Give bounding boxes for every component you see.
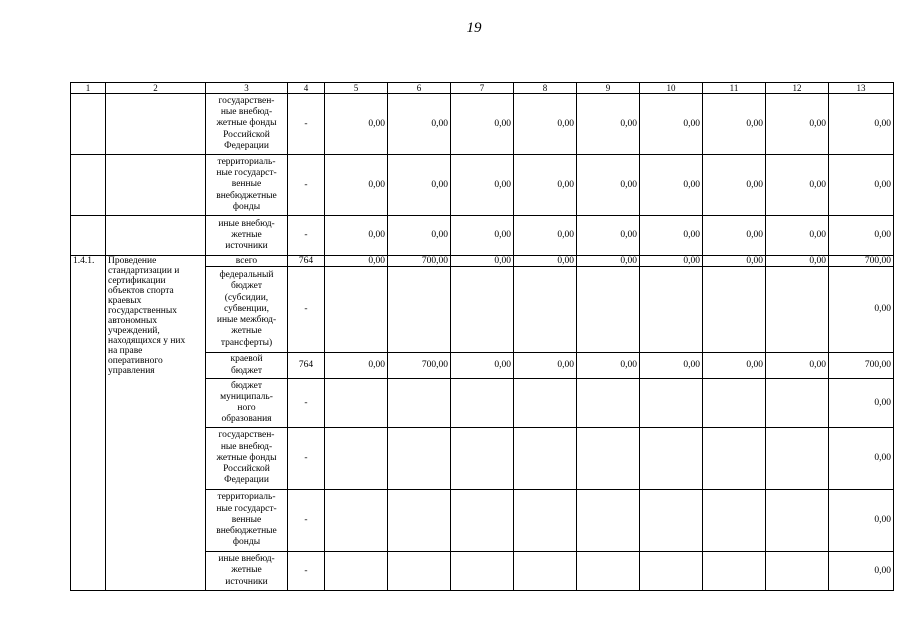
column-header: 4 <box>288 83 325 94</box>
value-cell <box>514 379 577 428</box>
value-cell: 0,00 <box>451 256 514 267</box>
value-cell: 0,00 <box>514 216 577 256</box>
column-header: 10 <box>640 83 703 94</box>
value-cell: 700,00 <box>388 256 451 267</box>
value-cell: 0,00 <box>451 353 514 379</box>
value-cell <box>766 490 829 552</box>
value-cell: 0,00 <box>766 256 829 267</box>
source-cell: федеральный бюджет (субсидии, субвенции, иные межбюд- жетные трансферты) <box>206 267 288 353</box>
value-cell <box>325 552 388 591</box>
value-cell: 0,00 <box>514 256 577 267</box>
value-cell <box>325 267 388 353</box>
value-cell: 0,00 <box>325 216 388 256</box>
value-cell <box>640 552 703 591</box>
value-cell: 0,00 <box>325 353 388 379</box>
source-cell: территориаль- ные государст- венные внебюджетные фонды <box>206 155 288 216</box>
value-cell <box>640 490 703 552</box>
value-cell: 0,00 <box>829 155 894 216</box>
value-cell: 0,00 <box>640 256 703 267</box>
code-value-cell: - <box>288 379 325 428</box>
value-cell <box>703 428 766 490</box>
code-cell <box>71 216 106 256</box>
value-cell <box>325 490 388 552</box>
column-header: 3 <box>206 83 288 94</box>
value-cell: 0,00 <box>325 256 388 267</box>
source-cell: краевой бюджет <box>206 353 288 379</box>
value-cell: 0,00 <box>388 216 451 256</box>
value-cell <box>703 490 766 552</box>
value-cell: 0,00 <box>577 94 640 155</box>
source-cell: иные внебюд- жетные источники <box>206 552 288 591</box>
value-cell <box>577 552 640 591</box>
value-cell <box>640 428 703 490</box>
table-row <box>71 155 894 216</box>
value-cell <box>703 552 766 591</box>
value-cell: 0,00 <box>766 94 829 155</box>
value-cell <box>514 267 577 353</box>
value-cell: 0,00 <box>577 256 640 267</box>
table-row <box>71 216 894 256</box>
value-cell: 0,00 <box>766 216 829 256</box>
value-cell <box>451 490 514 552</box>
budget-table <box>70 82 894 591</box>
total-row <box>71 256 894 267</box>
value-cell: 0,00 <box>514 155 577 216</box>
column-header: 5 <box>325 83 388 94</box>
table-row <box>71 94 894 155</box>
value-cell: 0,00 <box>829 216 894 256</box>
code-value-cell: - <box>288 267 325 353</box>
page-number: 19 <box>466 20 482 36</box>
value-cell: 0,00 <box>703 353 766 379</box>
value-cell <box>451 552 514 591</box>
source-cell: иные внебюд- жетные источники <box>206 216 288 256</box>
value-cell <box>514 428 577 490</box>
column-header: 6 <box>388 83 451 94</box>
value-cell: 0,00 <box>325 155 388 216</box>
value-cell <box>325 428 388 490</box>
column-header: 1 <box>71 83 106 94</box>
code-value-cell: - <box>288 490 325 552</box>
value-cell <box>766 379 829 428</box>
value-cell: 0,00 <box>766 155 829 216</box>
value-cell: 0,00 <box>640 94 703 155</box>
value-cell: 0,00 <box>829 379 894 428</box>
value-cell <box>514 490 577 552</box>
value-cell <box>640 379 703 428</box>
value-cell: 0,00 <box>577 353 640 379</box>
value-cell: 700,00 <box>829 256 894 267</box>
code-value-cell: - <box>288 552 325 591</box>
value-cell: 0,00 <box>829 428 894 490</box>
value-cell <box>766 552 829 591</box>
value-cell: 0,00 <box>829 94 894 155</box>
description-cell <box>106 155 206 216</box>
value-cell: 0,00 <box>703 155 766 216</box>
description-cell <box>106 216 206 256</box>
item-code: 1.4.1. <box>71 256 106 591</box>
value-cell: 0,00 <box>451 216 514 256</box>
value-cell <box>640 267 703 353</box>
item-description: Проведение стандартизации и сертификации объектов спорта краевых государственных автономных учреждений, находящихся у них на праве оперативного управления <box>106 256 206 591</box>
column-header: 7 <box>451 83 514 94</box>
value-cell: 0,00 <box>640 155 703 216</box>
code-cell <box>71 155 106 216</box>
value-cell: 0,00 <box>577 155 640 216</box>
value-cell <box>388 552 451 591</box>
code-value-cell: 764 <box>288 353 325 379</box>
value-cell <box>577 428 640 490</box>
value-cell: 0,00 <box>703 216 766 256</box>
value-cell <box>577 490 640 552</box>
value-cell <box>766 267 829 353</box>
value-cell: 0,00 <box>325 94 388 155</box>
code-value-cell: - <box>288 428 325 490</box>
source-cell: всего <box>206 256 288 267</box>
value-cell: 0,00 <box>451 94 514 155</box>
value-cell <box>451 428 514 490</box>
source-cell: бюджет муниципаль- ного образования <box>206 379 288 428</box>
value-cell: 700,00 <box>829 353 894 379</box>
value-cell: 0,00 <box>829 267 894 353</box>
value-cell <box>388 267 451 353</box>
value-cell <box>388 379 451 428</box>
source-cell: государствен- ные внебюд- жетные фонды Российской Федерации <box>206 428 288 490</box>
code-value-cell: - <box>288 94 325 155</box>
value-cell: 0,00 <box>388 94 451 155</box>
value-cell <box>703 267 766 353</box>
column-header: 2 <box>106 83 206 94</box>
value-cell: 0,00 <box>703 94 766 155</box>
column-header: 9 <box>577 83 640 94</box>
source-cell: территориаль- ные государст- венные внебюджетные фонды <box>206 490 288 552</box>
column-header: 8 <box>514 83 577 94</box>
value-cell: 0,00 <box>703 256 766 267</box>
code-value-cell: - <box>288 216 325 256</box>
value-cell <box>388 428 451 490</box>
value-cell: 0,00 <box>451 155 514 216</box>
code-value-cell: - <box>288 155 325 216</box>
value-cell: 0,00 <box>829 552 894 591</box>
description-cell <box>106 94 206 155</box>
value-cell: 0,00 <box>766 353 829 379</box>
value-cell <box>388 490 451 552</box>
value-cell: 0,00 <box>640 353 703 379</box>
value-cell <box>514 552 577 591</box>
value-cell <box>325 379 388 428</box>
code-cell <box>71 94 106 155</box>
column-header: 12 <box>766 83 829 94</box>
value-cell <box>577 379 640 428</box>
code-value-cell: 764 <box>288 256 325 267</box>
value-cell: 0,00 <box>829 490 894 552</box>
value-cell: 0,00 <box>514 94 577 155</box>
value-cell: 0,00 <box>640 216 703 256</box>
value-cell <box>451 379 514 428</box>
value-cell: 700,00 <box>388 353 451 379</box>
value-cell <box>451 267 514 353</box>
header-row <box>71 83 894 94</box>
column-header: 13 <box>829 83 894 94</box>
value-cell: 0,00 <box>577 216 640 256</box>
column-header: 11 <box>703 83 766 94</box>
value-cell: 0,00 <box>388 155 451 216</box>
value-cell: 0,00 <box>514 353 577 379</box>
value-cell <box>577 267 640 353</box>
value-cell <box>703 379 766 428</box>
value-cell <box>766 428 829 490</box>
source-cell: государствен- ные внебюд- жетные фонды Российской Федерации <box>206 94 288 155</box>
